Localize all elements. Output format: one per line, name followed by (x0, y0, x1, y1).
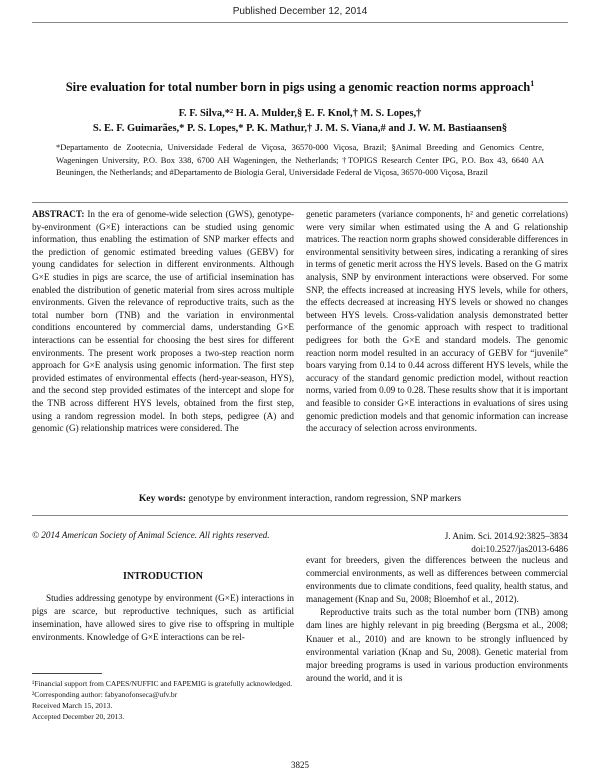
header-rule (32, 22, 568, 23)
doi: doi:10.2527/jas2013-6486 (471, 544, 568, 554)
abstract-top-rule (32, 202, 568, 203)
intro-left-column: Studies addressing genotype by environment (G×E) interactions in pigs are scarce, but reproductive techniques, such as artificial insemination, have allowed sires to give rise to offspring in multiple environments. Knowledge of G×E interactions can be rel- (32, 593, 294, 643)
published-date: Published December 12, 2014 (232, 6, 368, 17)
abstract-left-column: ABSTRACT: In the era of genome-wide selection (GWS), genotype-by-environment (G×E) interactions can be studied using genomic information, thus enabling the estimation of SNP marker effects and the prediction of genomic estimated breeding values (GEBV) for young candidates for selection in different environments. Although G×E studies in pigs are scarce, the use of artificial insemination has enabled the distribution of genetic material from sires across multiple environments. Given the relevance of reproductive traits, such as the total number born (TNB) and the variation in environmental conditions encountered by commercial dams, understanding G×E interactions can be essential for choosing the best sires for different environments. The present work proposes a two-step reaction norm approach for G×E analysis using genomic information. The first step provided estimates of environmental effects (herd-year-season, HYS), and the second step provided estimates of the intercept and slope for the TNB across different HYS levels, obtained from the first step, using a random regression model. In both steps, pedigree (A) and genomic (G) relationship matrices were considered. The (32, 209, 294, 434)
authors-line-2: S. E. F. Guimarães,* P. S. Lopes,* P. K. Mathur,† J. M. S. Viana,# and J. W. M. Bastiaansen§ (92, 123, 508, 134)
abstract-label: ABSTRACT: (32, 209, 85, 219)
copyright: © 2014 American Society of Animal Science. All rights reserved. (32, 530, 270, 540)
introduction-heading: INTRODUCTION (122, 571, 203, 582)
page-number: 3825 (291, 760, 309, 770)
authors-line-1: F. F. Silva,*² H. A. Mulder,§ E. F. Knol,† M. S. Lopes,† (178, 108, 422, 119)
keywords-rule (32, 515, 568, 516)
keywords: Key words: genotype by environment interaction, random regression, SNP markers (138, 493, 462, 504)
footnote-rule (32, 673, 102, 674)
journal-citation: J. Anim. Sci. 2014.92:3825–3834 doi:10.2527/jas2013-6486 (444, 531, 568, 554)
affiliations: *Departamento de Zootecnia, Universidade Federal de Viçosa, 36570-000 Viçosa, Brazil; §Animal Breeding and Genomics Centre, Wageningen University, P.O. Box 338, 6700 AH Wageningen, the Netherlands; †TOPIGS Research Center IPG, P.O. Box 43, 6640 AA Beuningen, the Netherlands; and #Departamento de Biologia Geral, Universidade Federal de Viçosa, 36570-000 Viçosa, Brazil (56, 142, 544, 177)
intro-right-column: evant for breeders, given the differences between the nucleus and commercial environments, as well as differences between commercial environments due to climate conditions, feed quality, health status, and management (Knap and Su, 2008; Bloemhof et al., 2012). Reproductive traits such as the total number born (TNB) among dam lines are highly relevant in pig breeding (Bergsma et al., 2008; Knauer et al., 2010) and are known to be strongly influenced by environmental variation (Knap and Su, 2008). Genetic material from major breeding programs is used in various production environments around the world, and it is (306, 555, 568, 683)
footnotes: ¹Financial support from CAPES/NUFFIC and FAPEMIG is gratefully acknowledged. ²Corresponding author: fabyanofonseca@ufv.br Received March 15, 2013. Accepted December 20, 2013. (32, 679, 293, 721)
abstract-right-column: genetic parameters (variance components, h² and genetic correlations) were very similar when estimated using the A and G relationship matrices. The reaction norm graphs showed considerable differences in environmental sensitivity between sires, indicating a reranking of sires in terms of genetic merit across the HYS levels. Based on the G matrix analysis, SNP by environment interactions were observed. For some SNP, the effects increased at increasing HYS levels, while for others, the effects decreased at increasing HYS levels or showed no changes between HYS levels. Cross-validation analysis demonstrated better performance of the genomic approach with respect to traditional pedigrees for both the G×E and standard models. The genomic reaction norm model resulted in an accuracy of GEBV for “juvenile” boars varying from 0.14 to 0.44 across different HYS levels, while the accuracy of the standard genomic prediction model, without reaction norms, varied from 0.09 to 0.28. These results show that it is important and feasible to consider G×E interactions in evaluations of sires using genomic prediction models and that genomic information can increase the accuracy of selection across environments. (306, 209, 568, 434)
article-title: Sire evaluation for total number born in pigs using a genomic reaction norms approach$^1$ (65, 79, 535, 95)
